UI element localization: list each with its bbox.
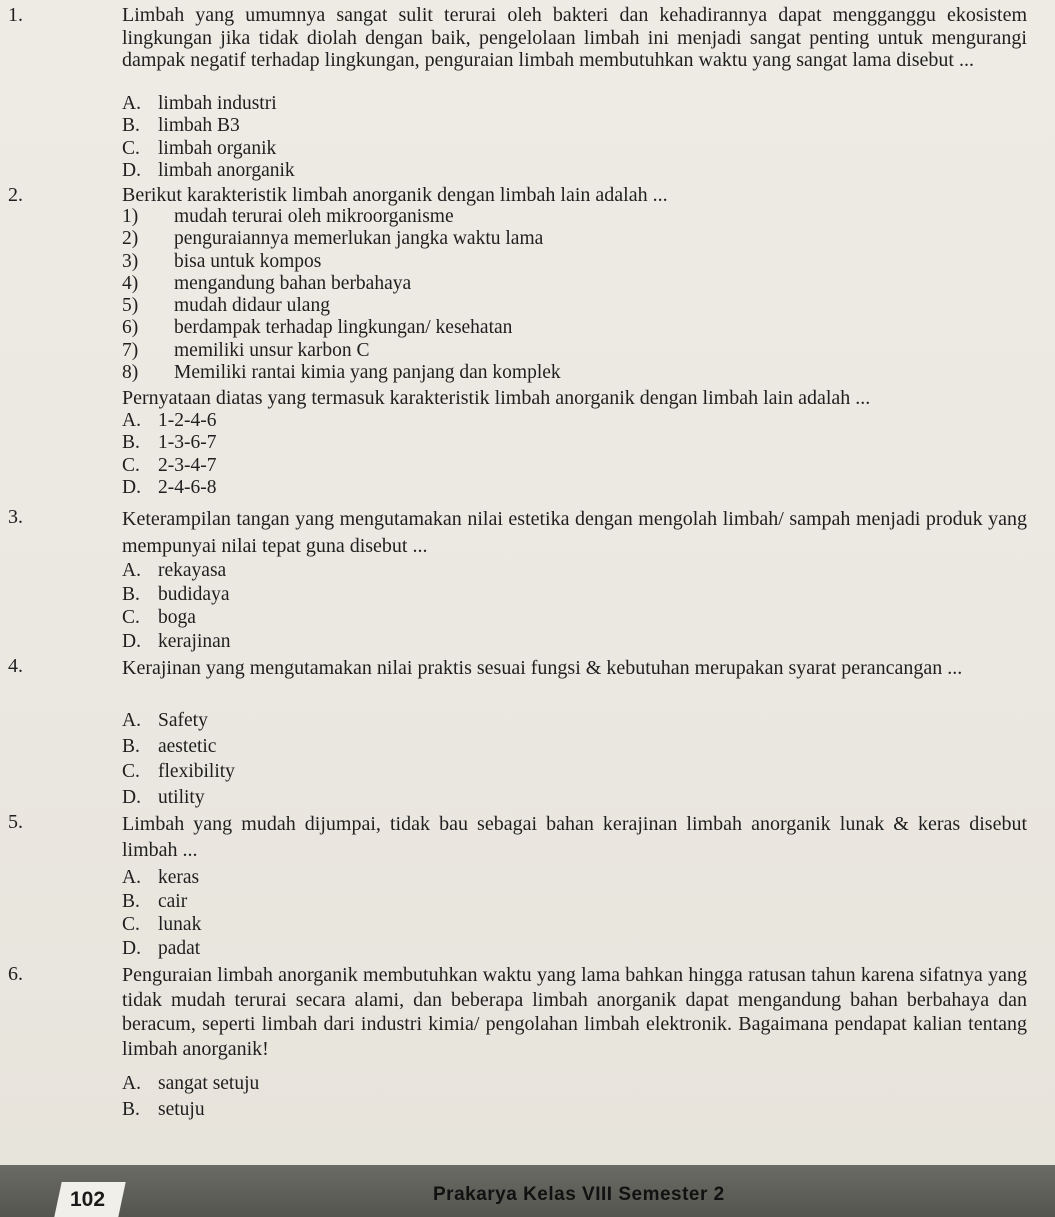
- statement-text: Memiliki rantai kimia yang panjang dan komplek: [174, 362, 561, 384]
- question-number: 5.: [8, 811, 23, 833]
- option-label: A.: [122, 710, 141, 731]
- statement-1: [122, 206, 561, 228]
- option-a: [122, 93, 295, 115]
- option-d: [122, 477, 216, 499]
- option-text: 1-3-6-7: [158, 432, 217, 454]
- statement-label: 2): [122, 228, 139, 250]
- question-number: 1.: [8, 4, 23, 26]
- option-label: B.: [122, 432, 140, 454]
- option-label: B.: [122, 115, 140, 137]
- question-text: Penguraian limbah anorganik membutuhkan waktu yang lama bahkan hingga ratusan tahun karena sifatnya yang tidak mudah terurai secara alami, dan beberapa limbah anorganik dapat mengandung bahan berbahaya dan beracum, seperti limbah dari industri kimia/ pengolahan limbah elektronik. Bagaimana pendapat kalian tentang limbah anorganik!: [122, 964, 1027, 1060]
- option-label: D.: [122, 159, 141, 181]
- option-c: [122, 455, 216, 477]
- option-b: [122, 1097, 259, 1123]
- option-a: [122, 559, 231, 583]
- question-text: Limbah yang umumnya sangat sulit terurai oleh bakteri dan kehadirannya dapat mengganggu ekosistem lingkungan jika tidak diolah dengan baik, pengelolaan limbah ini menjadi sangat penting untuk mengurangi dampak negatif terhadap lingkungan, penguraian limbah membutuhkan waktu yang sangat lama disebut ...: [122, 4, 1027, 71]
- question-2-options: [122, 410, 216, 499]
- option-label: A.: [122, 93, 141, 114]
- option-label: B.: [122, 735, 140, 757]
- question-number: 2.: [8, 184, 23, 206]
- statement-text: mudah terurai oleh mikroorganisme: [174, 206, 454, 227]
- option-label: C.: [122, 607, 140, 628]
- option-label: C.: [122, 761, 140, 782]
- option-d: [122, 785, 235, 811]
- question-number: 6.: [8, 963, 23, 985]
- question-number: 3.: [8, 506, 23, 528]
- option-b: [122, 115, 295, 137]
- option-a: [122, 866, 201, 890]
- question-6-options: [122, 1071, 259, 1123]
- statement-2: [122, 228, 561, 250]
- statement-4: [122, 273, 561, 295]
- option-text: Safety: [158, 710, 208, 731]
- statement-text: penguraiannya memerlukan jangka waktu lama: [174, 228, 544, 250]
- option-c: [122, 138, 295, 160]
- option-label: D.: [122, 786, 141, 808]
- option-c: [122, 606, 231, 630]
- option-text: utility: [158, 786, 205, 808]
- option-text: 2-3-4-7: [158, 454, 217, 476]
- statement-label: 7): [122, 339, 139, 361]
- option-text: padat: [158, 937, 201, 959]
- statement-6: [122, 317, 561, 339]
- statement-text: berdampak terhadap lingkungan/ kesehatan: [174, 317, 513, 339]
- option-label: C.: [122, 914, 140, 935]
- option-label: D.: [122, 937, 141, 959]
- option-text: sangat setuju: [158, 1073, 260, 1094]
- statement-8: [122, 362, 561, 384]
- option-label: D.: [122, 630, 141, 652]
- statement-3: [122, 251, 561, 273]
- statement-text: bisa untuk kompos: [174, 250, 322, 272]
- statement-text: mengandung bahan berbahaya: [174, 272, 412, 294]
- option-text: setuju: [158, 1099, 205, 1120]
- page-number: 102: [70, 1188, 106, 1211]
- question-1-options: [122, 93, 295, 182]
- option-a: [122, 708, 235, 734]
- option-label: B.: [122, 890, 140, 912]
- option-d: [122, 630, 231, 654]
- question-4-options: [122, 708, 235, 810]
- option-text: keras: [158, 867, 200, 888]
- option-text: flexibility: [158, 761, 235, 782]
- option-text: lunak: [158, 914, 202, 935]
- option-label: B.: [122, 1099, 140, 1120]
- book-title: Prakarya Kelas VIII Semester 2: [433, 1184, 725, 1205]
- statement-text: mudah didaur ulang: [174, 295, 330, 317]
- option-b: [122, 890, 201, 914]
- option-text: limbah B3: [158, 115, 240, 137]
- question-text: Kerajinan yang mengutamakan nilai praktis sesuai fungsi & kebutuhan merupakan syarat perancangan ...: [122, 657, 963, 679]
- option-text: limbah organik: [158, 137, 277, 159]
- question-5-options: [122, 866, 201, 960]
- option-text: rekayasa: [158, 560, 227, 581]
- option-text: limbah anorganik: [158, 159, 295, 181]
- option-d: [122, 160, 295, 182]
- question-3-options: [122, 559, 231, 653]
- question-text: Berikut karakteristik limbah anorganik dengan limbah lain adalah ...: [122, 184, 668, 206]
- option-d: [122, 937, 201, 961]
- statement-label: 1): [122, 206, 139, 227]
- option-c: [122, 759, 235, 785]
- statement-label: 3): [122, 250, 139, 272]
- question-number: 4.: [8, 655, 23, 677]
- statement-label: 8): [122, 362, 139, 384]
- option-text: limbah industri: [158, 93, 277, 114]
- question-2-prompt: Pernyataan diatas yang termasuk karakteristik limbah anorganik dengan limbah lain adalah ...: [122, 387, 871, 409]
- statement-5: [122, 295, 561, 317]
- option-label: A.: [122, 1073, 141, 1094]
- option-text: budidaya: [158, 583, 230, 605]
- option-label: A.: [122, 410, 141, 431]
- option-text: 2-4-6-8: [158, 476, 217, 498]
- option-text: boga: [158, 607, 196, 628]
- option-label: A.: [122, 560, 141, 581]
- statement-label: 6): [122, 317, 139, 339]
- statement-7: [122, 340, 561, 362]
- option-c: [122, 913, 201, 937]
- question-text: Limbah yang mudah dijumpai, tidak bau sebagai bahan kerajinan limbah anorganik lunak & keras disebut limbah ...: [122, 813, 1027, 861]
- statement-text: memiliki unsur karbon C: [174, 339, 370, 361]
- option-label: D.: [122, 476, 141, 498]
- option-b: [122, 432, 216, 454]
- statement-label: 4): [122, 272, 139, 294]
- option-label: C.: [122, 454, 140, 476]
- option-a: [122, 1071, 259, 1097]
- question-text: Keterampilan tangan yang mengutamakan nilai estetika dengan mengolah limbah/ sampah menjadi produk yang mempunyai nilai tepat guna disebut ...: [122, 508, 1027, 557]
- option-text: kerajinan: [158, 630, 231, 652]
- option-label: C.: [122, 137, 140, 159]
- option-text: aestetic: [158, 735, 217, 757]
- option-a: [122, 410, 216, 432]
- option-text: 1-2-4-6: [158, 410, 217, 431]
- option-b: [122, 734, 235, 760]
- option-b: [122, 583, 231, 607]
- option-label: B.: [122, 583, 140, 605]
- question-2-statements: [122, 206, 561, 384]
- statement-label: 5): [122, 295, 139, 317]
- option-text: cair: [158, 890, 188, 912]
- option-label: A.: [122, 867, 141, 888]
